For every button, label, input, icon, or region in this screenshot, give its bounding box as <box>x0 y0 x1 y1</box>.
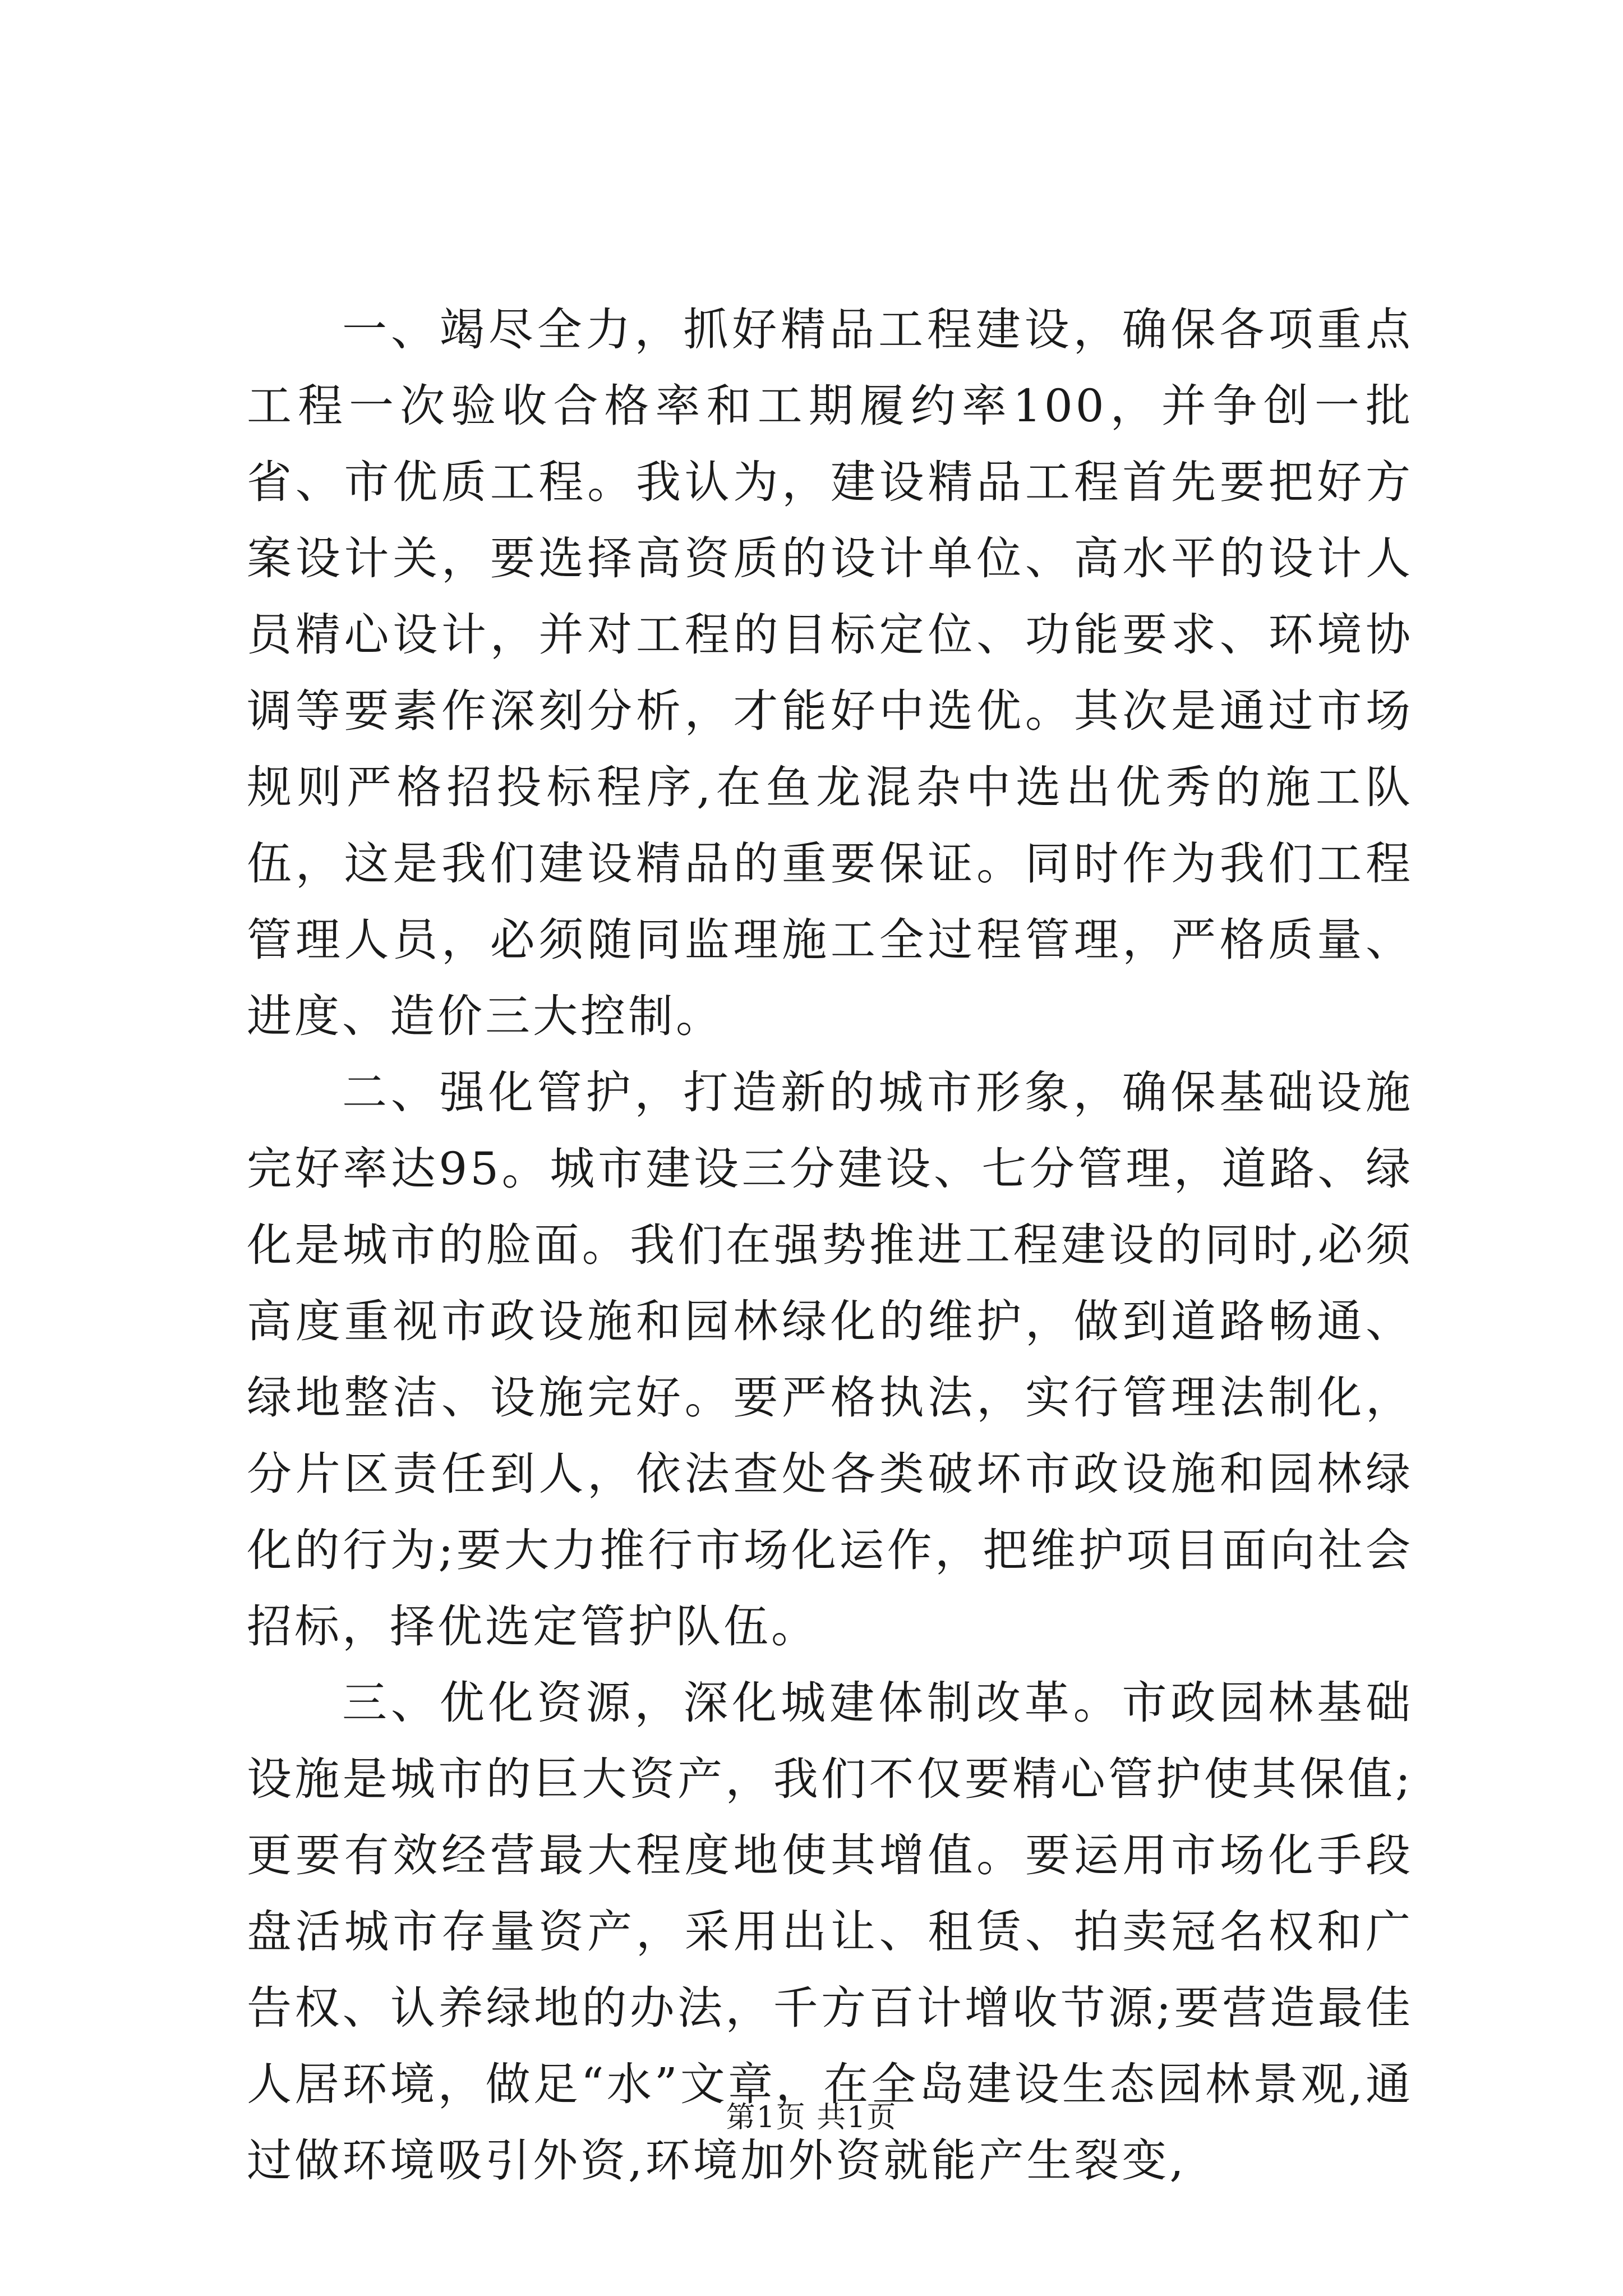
paragraph-1: 一、竭尽全力，抓好精品工程建设，确保各项重点工程一次验收合格率和工期履约率100，并争创一批省、市优质工程。我认为，建设精品工程首先要把好方案设计关，要选择高资质的设计单位、高水平的设计人员精心设计，并对工程的目标定位、功能要求、环境协调等要素作深刻分析，才能好中选优。其次是通过市场规则严格招投标程序,在鱼龙混杂中选出优秀的施工队伍，这是我们建设精品的重要保证。同时作为我们工程管理人员，必须随同监理施工全过程管理，严格质量、进度、造价三大控制。 <box>247 303 1413 1042</box>
paragraph-3: 三、优化资源，深化城建体制改革。市政园林基础设施是城市的巨大资产，我们不仅要精心管护使其保值;更要有效经营最大程度地使其增值。要运用市场化手段盘活城市存量资产，采用出让、租赁、拍卖冠名权和广告权、认养绿地的办法，千方百计增收节源;要营造最佳人居环境，做足“水”文章，在全岛建设生态园林景观,通过做环境吸引外资,环境加外资就能产生裂变, <box>247 1677 1413 2187</box>
page-footer: 第1页 共1页 <box>726 2101 897 2134</box>
document-body <box>247 292 1413 2199</box>
paragraph-2: 二、强化管护，打造新的城市形象，确保基础设施完好率达95。城市建设三分建设、七分管理，道路、绿化是城市的脸面。我们在强势推进工程建设的同时,必须高度重视市政设施和园林绿化的维护，做到道路畅通、绿地整洁、设施完好。要严格执法，实行管理法制化，分片区责任到人，依法查处各类破坏市政设施和园林绿化的行为;要大力推行市场化运作，把维护项目面向社会招标，择优选定管护队伍。 <box>247 1066 1413 1653</box>
